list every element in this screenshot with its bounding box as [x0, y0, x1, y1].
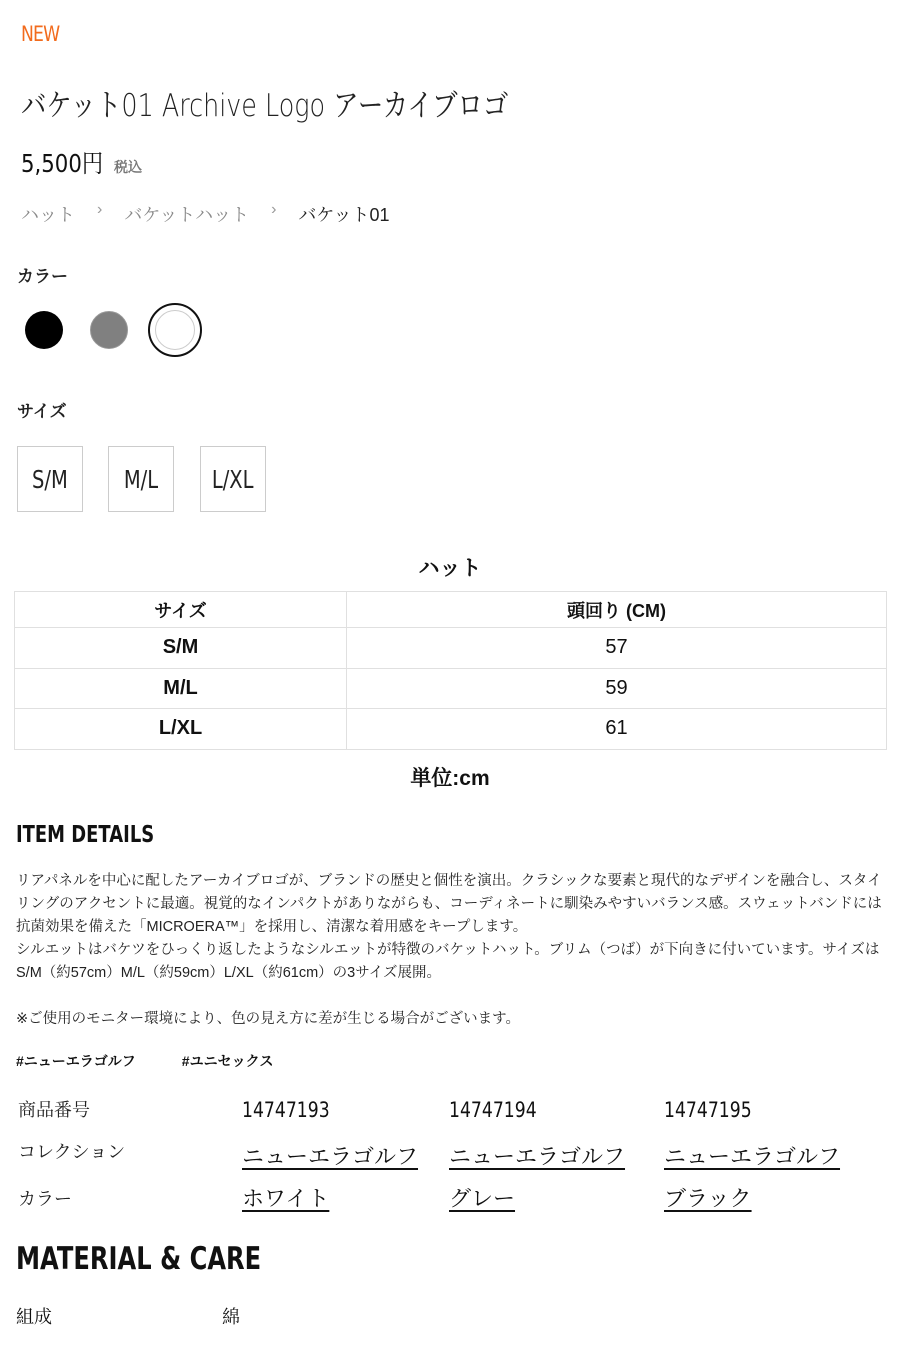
- collection-link[interactable]: ニューエラゴルフ: [449, 1144, 626, 1169]
- color-label: カラー: [17, 267, 68, 286]
- tax-label: 税込: [114, 159, 142, 175]
- description-paragraph: リアパネルを中心に配したアーカイブロゴが、ブランドの歴史と個性を演出。クラシックな要素と現代的なデザインを融合し、スタイリングのアクセントに最適。視覚的なインパクトがありながらも、コーディネートに馴染みやすいバランス感。スウェットバンドには抗菌効果を備えた「MICROERA™」を採用し、清潔な着用感をキープします。: [16, 873, 882, 935]
- table-row: [15, 668, 887, 709]
- breadcrumb-item-hat[interactable]: ハット: [21, 205, 75, 225]
- color-swatch-white-selected[interactable]: [148, 303, 202, 357]
- spec-label-collection: コレクション: [18, 1142, 126, 1162]
- spec-label-number: 商品番号: [18, 1100, 90, 1120]
- table-row: [15, 709, 887, 750]
- table-cell-size: S/M: [15, 628, 347, 669]
- size-option-lxl[interactable]: L/XL: [200, 446, 266, 512]
- size-option-sm[interactable]: S/M: [17, 446, 83, 512]
- hashtag-link[interactable]: #ニューエラゴルフ: [16, 1053, 136, 1069]
- table-cell-value: 59: [347, 668, 887, 709]
- table-cell-value: 57: [347, 628, 887, 669]
- color-swatch-gray[interactable]: [90, 311, 128, 349]
- table-cell-size: L/XL: [15, 709, 347, 750]
- breadcrumb: [21, 201, 412, 227]
- item-description: [16, 870, 888, 1031]
- collection-link[interactable]: ニューエラゴルフ: [242, 1144, 419, 1169]
- table-cell-value: 61: [347, 709, 887, 750]
- chevron-right-icon: ›: [271, 201, 277, 218]
- table-header-head: 頭回り (CM): [347, 592, 887, 628]
- monitor-note: ※ご使用のモニター環境により、色の見え方に差が生じる場合がございます。: [16, 1011, 520, 1027]
- product-title: バケット01 Archive Logo アーカイブロゴ: [21, 88, 509, 124]
- size-option-ml[interactable]: M/L: [108, 446, 174, 512]
- breadcrumb-item-current: バケット01: [298, 205, 390, 225]
- material-care-heading: MATERIAL & CARE: [16, 1241, 262, 1277]
- hashtag-link[interactable]: #ユニセックス: [181, 1053, 274, 1069]
- size-chart-unit: 単位:cm: [410, 767, 490, 790]
- product-price: 5,500円: [21, 149, 104, 178]
- product-number: 14747194: [449, 1098, 537, 1122]
- material-value: 綿: [222, 1307, 240, 1327]
- size-label: サイズ: [17, 402, 67, 421]
- spec-label-color: カラー: [18, 1189, 72, 1209]
- table-row: [15, 628, 887, 669]
- breadcrumb-item-bucket-hat[interactable]: バケットハット: [124, 205, 250, 225]
- color-link[interactable]: ブラック: [664, 1186, 752, 1211]
- table-cell-size: M/L: [15, 668, 347, 709]
- color-link[interactable]: ホワイト: [242, 1186, 330, 1211]
- product-number: 14747193: [242, 1098, 330, 1122]
- description-paragraph: シルエットはバケツをひっくり返したようなシルエットが特徴のバケットハット。ブリム（つば）が下向きに付いています。サイズはS/M（約57cm）M/L（約59cm）L/XL（約61cm）の3サイズ展開。: [16, 942, 880, 981]
- chevron-right-icon: ›: [97, 201, 103, 218]
- material-label: 組成: [16, 1307, 52, 1327]
- color-link[interactable]: グレー: [449, 1186, 516, 1211]
- size-chart-title: ハット: [418, 557, 482, 580]
- table-header-size: サイズ: [15, 592, 347, 628]
- item-details-heading: ITEM DETAILS: [16, 822, 155, 848]
- color-swatch-black[interactable]: [25, 311, 63, 349]
- size-chart-table: [14, 591, 887, 750]
- collection-link[interactable]: ニューエラゴルフ: [664, 1144, 841, 1169]
- product-number: 14747195: [664, 1098, 752, 1122]
- new-badge: NEW: [21, 22, 60, 46]
- table-header-row: [15, 592, 887, 628]
- white-swatch-fill: [155, 310, 195, 350]
- hashtag-list: [16, 1051, 273, 1071]
